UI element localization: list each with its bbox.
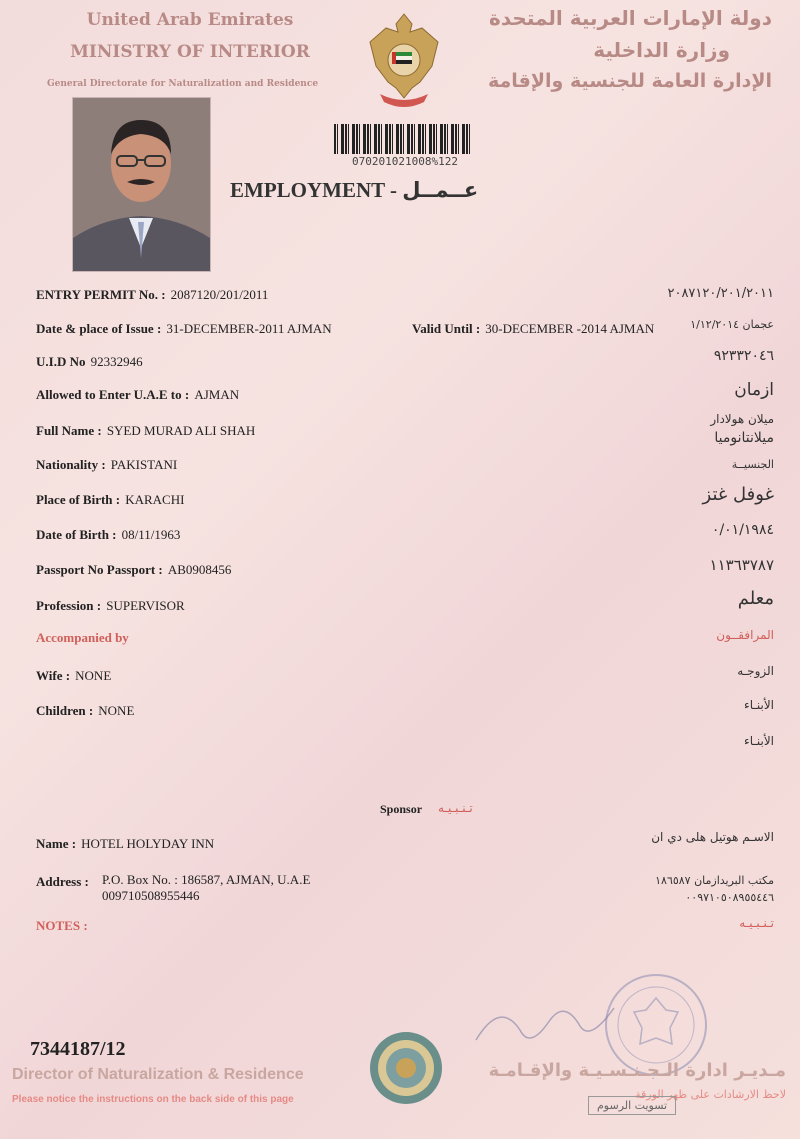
sponsor-name-ar: الاسـم هوتيل هلى دي ان [651, 830, 774, 844]
place-of-birth-label: Place of Birth : [36, 492, 121, 507]
passport-row [36, 559, 231, 578]
uid-ar: ٩٢٣٣٢٠٤٦ [713, 348, 774, 364]
children-value: NONE [98, 703, 135, 718]
profession-value: SUPERVISOR [106, 598, 185, 613]
uae-emblem-icon [362, 8, 446, 108]
director-en: Director of Naturalization & Residence [12, 1066, 304, 1083]
allowed-label: Allowed to Enter U.A.E to : [36, 387, 190, 402]
children-ar-1: الأبنـاء [744, 698, 774, 712]
full-name-ar-1: ميلان هولادار [710, 412, 774, 426]
full-name-value: SYED MURAD ALI SHAH [106, 423, 256, 438]
director-ar: مـديـر ادارة الـجـنـسـيـة والإقـامـة [488, 1060, 786, 1081]
accompanied-ar: المرافقــون [716, 628, 774, 642]
children-ar-2: الأبنـاء [744, 734, 774, 748]
ministry-en: MINISTRY OF INTERIOR [70, 42, 310, 62]
reference-number: 7344187/12 [30, 1038, 126, 1060]
issue-label: Date & place of Issue : [36, 321, 162, 336]
place-of-birth-ar: غوفل غتز [702, 484, 774, 505]
profession-row [36, 595, 185, 614]
place-of-birth-value: KARACHI [125, 492, 185, 507]
full-name-label: Full Name : [36, 423, 102, 438]
passport-photo [72, 97, 211, 272]
uid-label: U.I.D No [36, 354, 86, 369]
wife-row [36, 665, 111, 684]
full-name-row [36, 420, 255, 439]
uid-row [36, 351, 143, 370]
fees-box: تسويت الرسوم [588, 1096, 676, 1115]
nationality-row [36, 454, 177, 473]
valid-label: Valid Until : [412, 321, 481, 336]
notice-ar: لاحظ الارشادات على ظهر الورقة [635, 1088, 786, 1101]
issue-row [36, 318, 332, 337]
nationality-value: PAKISTANI [110, 457, 178, 472]
hologram-seal-icon [366, 1028, 446, 1108]
sponsor-address-ar-1: مكتب البريدازمان ١٨٦٥٨٧ [655, 874, 774, 887]
passport-value: AB0908456 [167, 562, 232, 577]
date-of-birth-ar: ٠/٠١/١٩٨٤ [711, 522, 774, 538]
barcode [334, 124, 470, 154]
country-ar: دولة الإمارات العربية المتحدة [489, 6, 772, 30]
date-of-birth-row [36, 524, 180, 543]
notice-en: Please notice the instructions on the back side of this page [12, 1094, 294, 1105]
sponsor-name-row [36, 833, 214, 852]
date-of-birth-value: 08/11/1963 [121, 527, 181, 542]
sponsor-address-line2: 009710508955446 [102, 888, 200, 903]
document-title [230, 178, 478, 203]
nationality-label: Nationality : [36, 457, 106, 472]
nationality-ar: الجنسيــة [731, 458, 774, 471]
signature-icon [470, 990, 620, 1060]
profession-label: Profession : [36, 598, 102, 613]
valid-value: 30-DECEMBER -2014 AJMAN [485, 321, 655, 336]
passport-label: Passport No Passport : [36, 562, 163, 577]
wife-value: NONE [75, 668, 112, 683]
sponsor-address-label: Address : [36, 874, 89, 889]
directorate-ar: الإدارة العامة للجنسية والإقامة [488, 70, 772, 92]
allowed-ar: ازمان [734, 380, 774, 400]
sponsor-label-ar: تـنـبـيـه [438, 801, 473, 815]
sponsor-name-label: Name : [36, 836, 77, 851]
ministry-ar: وزارة الداخلية [593, 38, 730, 62]
sponsor-address-ar-2: ٠٠٩٧١٠٥٠٨٩٥٥٤٤٦ [685, 891, 774, 904]
country-en: United Arab Emirates [86, 10, 294, 30]
entry-permit-value: 2087120/201/2011 [170, 287, 269, 302]
entry-permit-label: ENTRY PERMIT No. : [36, 287, 166, 302]
date-of-birth-label: Date of Birth : [36, 527, 117, 542]
children-row [36, 700, 134, 719]
allowed-row [36, 384, 239, 403]
profession-ar: معلم [737, 588, 774, 609]
directorate-en: General Directorate for Naturalization and Residence [46, 79, 319, 89]
barcode-number: 070201021008%122 [352, 155, 458, 168]
valid-row [412, 318, 654, 337]
valid-ar: عجمان ١/١٢/٢٠١٤ [690, 318, 774, 331]
notes-ar: تـنـبـيـه [739, 916, 774, 930]
full-name-ar-2: ميلانتانوميا [714, 430, 774, 446]
notes-label: NOTES : [36, 918, 88, 933]
wife-ar: الزوجـه [737, 664, 774, 678]
issue-value: 31-DECEMBER-2011 AJMAN [166, 321, 332, 336]
entry-permit-ar: ٢٠٨٧١٢٠/٢٠١/٢٠١١ [667, 286, 774, 301]
title-en: EMPLOYMENT [230, 178, 385, 202]
place-of-birth-row [36, 489, 184, 508]
sponsor-name-value: HOTEL HOLYDAY INN [81, 836, 215, 851]
title-separator: - [390, 178, 398, 202]
uid-value: 92332946 [90, 354, 143, 369]
passport-ar: ١١٣٦٣٧٨٧ [709, 556, 774, 574]
entry-permit-row [36, 284, 268, 303]
allowed-value: AJMAN [194, 387, 240, 402]
title-ar: عــمــل [402, 178, 479, 202]
wife-label: Wife : [36, 668, 71, 683]
accompanied-label: Accompanied by [36, 630, 129, 645]
sponsor-address-line1: P.O. Box No. : 186587, AJMAN, U.A.E [102, 872, 311, 887]
children-label: Children : [36, 703, 94, 718]
sponsor-label: Sponsor [380, 802, 423, 816]
